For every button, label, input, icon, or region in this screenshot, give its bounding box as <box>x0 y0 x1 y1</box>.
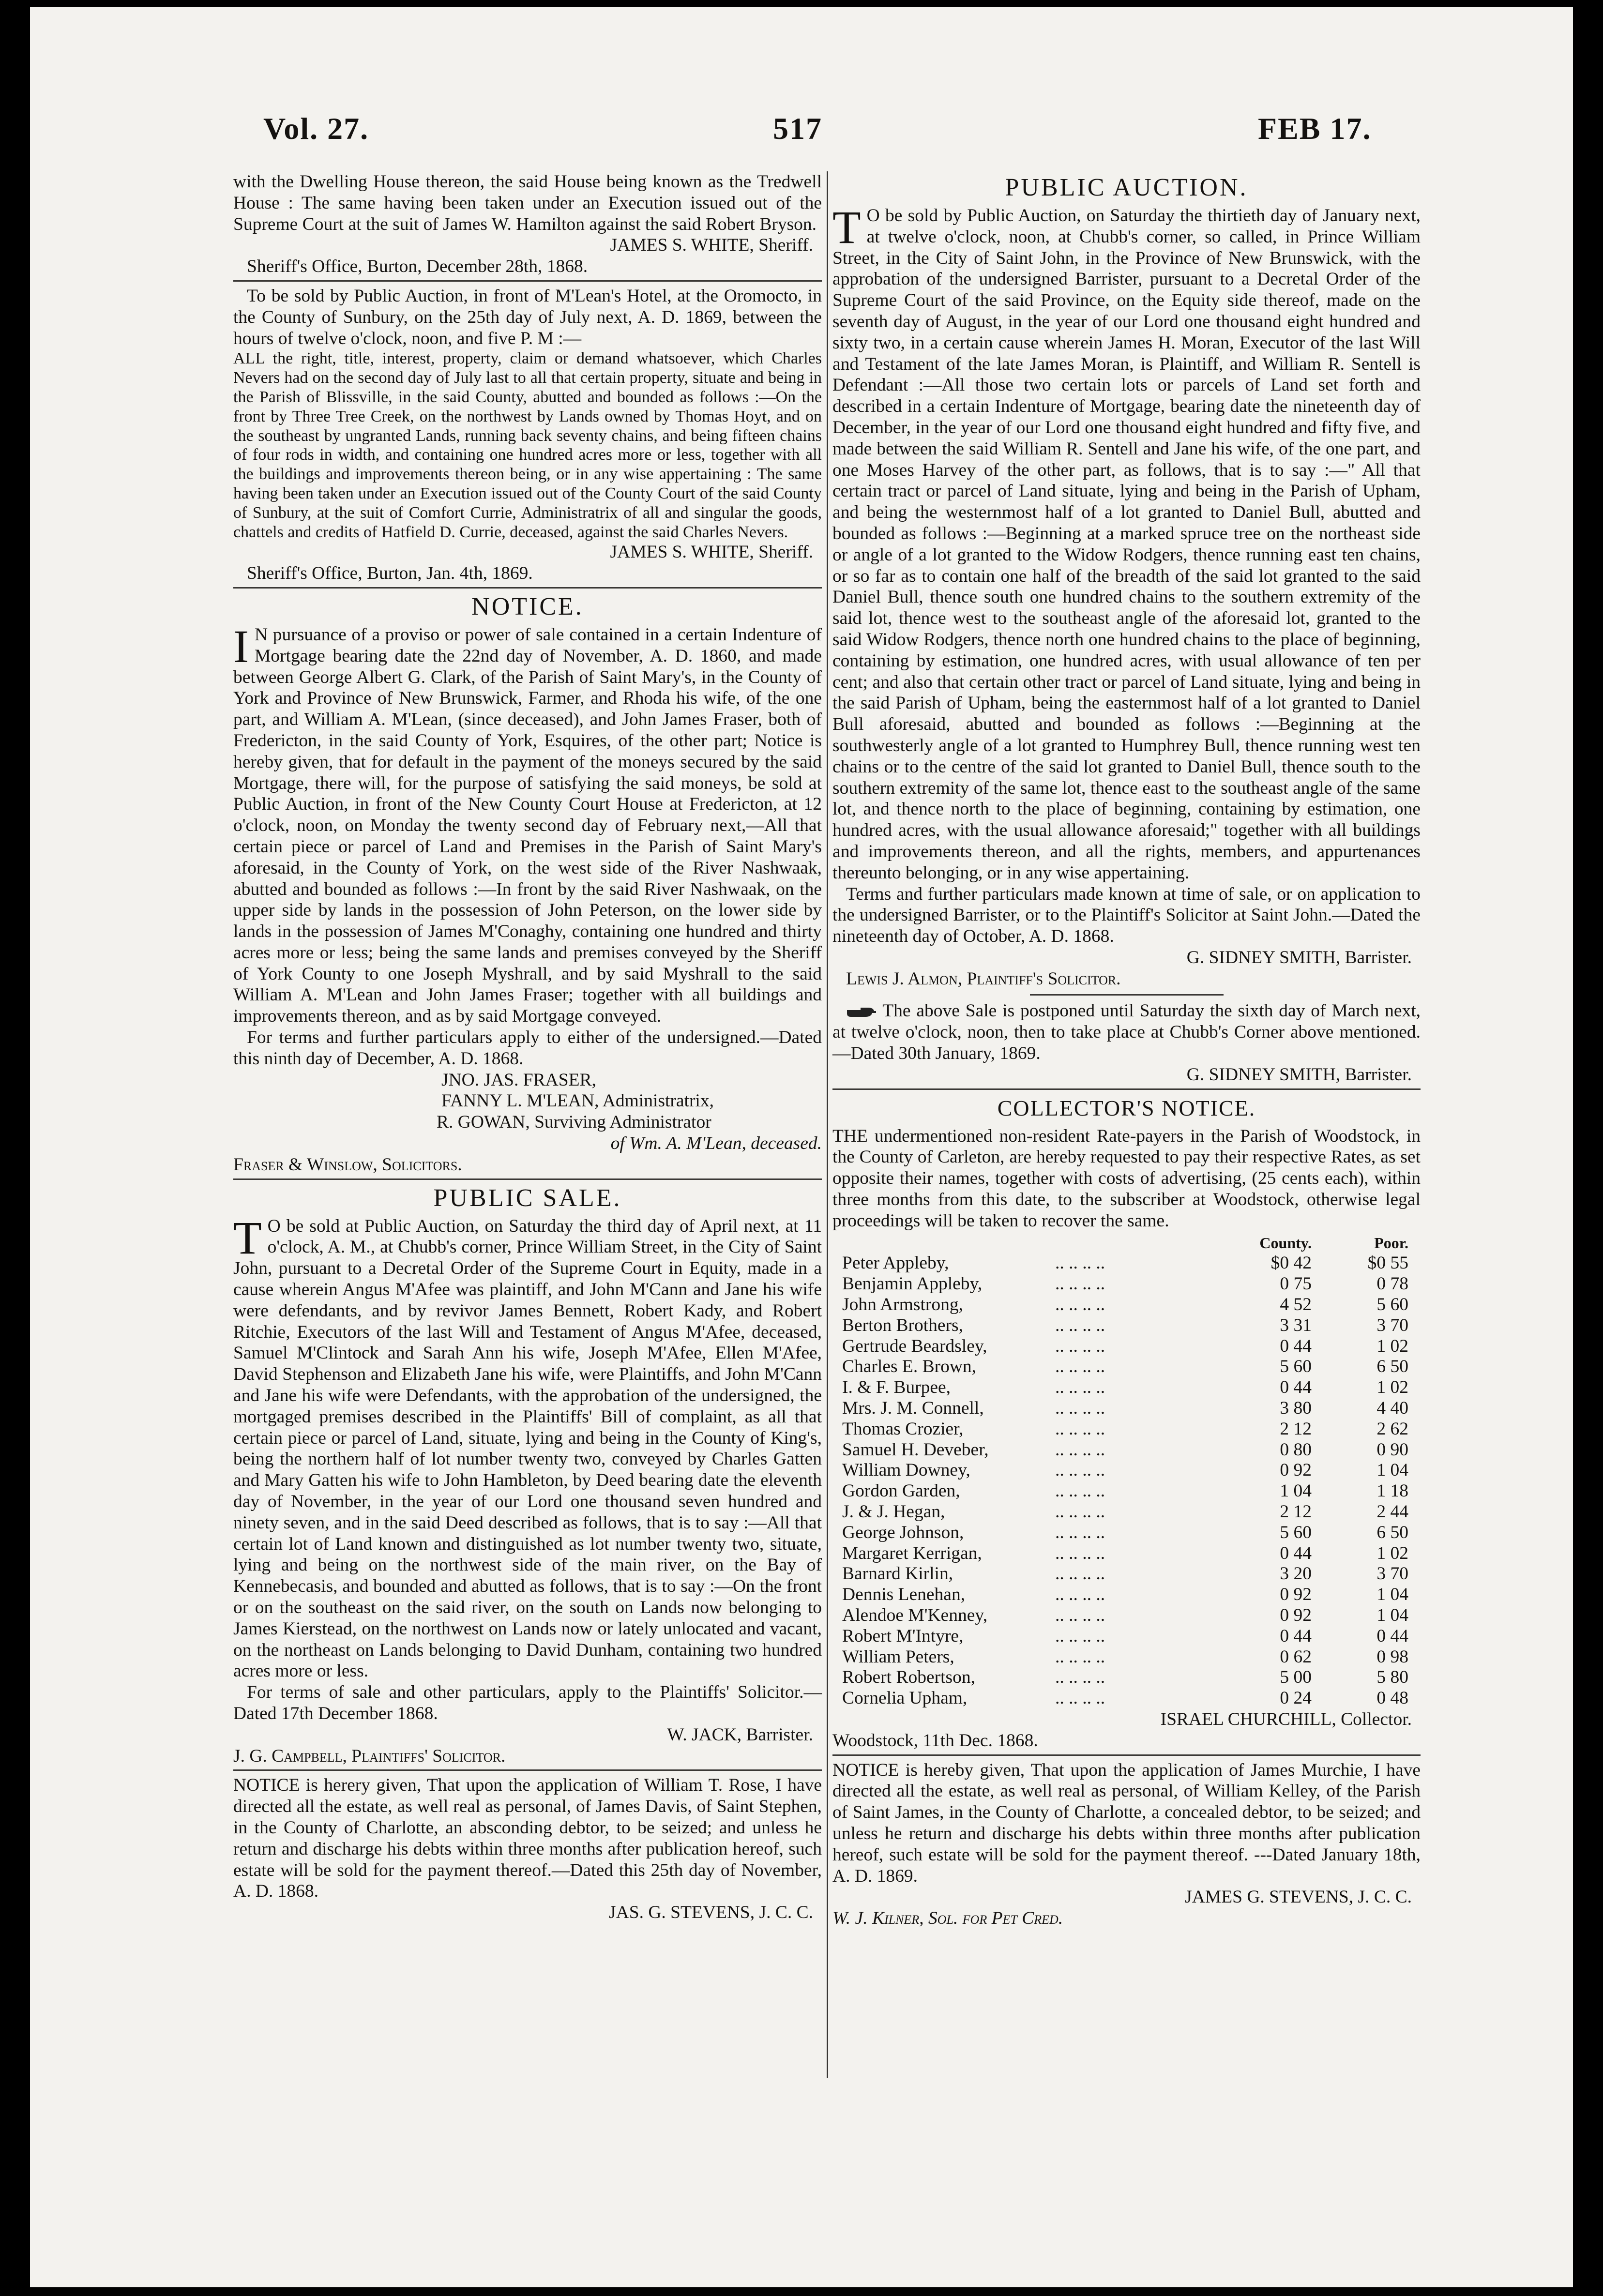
postpone-text: The above Sale is postponed until Saturday the sixth day of March next, at twelve o'clock, noon, then to take place at Chubb's Corner above mentioned.—Dated 30th January, 1869. <box>832 1001 1421 1064</box>
ratepayer-name: William Peters, <box>842 1646 954 1667</box>
rule <box>233 587 822 589</box>
poor-rate: 1 04 <box>1376 1605 1408 1625</box>
murchie-text: NOTICE is hereby given, That upon the application of James Murchie, I have directed all the estate, as well real as personal, of William Kelley, of the Parish of Saint James, in the County of Charlotte, a concealed debtor, to be seized; and unless he return and discharge his debts within three months after publication hereof, such estate will be sold for the payment thereof. ---Dated January 18th, A. D. 1869. <box>832 1760 1421 1886</box>
rates-table <box>842 1233 1408 1709</box>
poor-rate: $0 55 <box>1367 1253 1408 1273</box>
left-column <box>233 171 822 1923</box>
ratepayer-name: Barnard Kirlin, <box>842 1564 953 1584</box>
ratepayer-name: Robert Robertson, <box>842 1667 975 1688</box>
poor-rate: 1 02 <box>1376 1377 1408 1398</box>
notice-text: N pursuance of a proviso or power of sale contained in a certain Indenture of Mortgage bearing date the 22nd day of November, A. D. 1860, and made between George Albert G. Clark, of the Parish of Saint Mary's, in the County of York and Province of New Brunswick, Farmer, and Rhoda his wife, of the one part, and William A. M'Lean, (since deceased), and John James Fraser, both of Fredericton, in the said County of York, Esquires, of the other part; Notice is hereby given, that for default in the payment of the moneys secured by the said Mortgage, there will, for the purpose of satisfying the said moneys, be sold at Public Auction, in front of the New County Court House at Fredericton, at 12 o'clock, noon, on Monday the twenty second day of February next,—All that certain piece or parcel of Land and Premises in the Parish of Saint Mary's aforesaid, in the County of York, on the west side of the River Nashwaak, abutted and bounded as follows :—In front by the said River Nashwaak, on the upper side by lands in the possession of John Peterson, on the lower side by lands in the possession of James M'Conaghy, containing one hundred and thirty acres more or less; being the same lands and premises conveyed by the Sheriff of York County to one Joseph Myshrall, and by said Myshrall to the said William A. M'Lean and John James Fraser; together with all buildings and improvements thereon, and as by said Mortgage conveyed. <box>233 624 822 1027</box>
county-rate: 0 44 <box>1280 1543 1312 1563</box>
county-rate: 0 92 <box>1280 1585 1312 1605</box>
leader-dots: .. .. .. .. <box>1055 1439 1105 1460</box>
leader-dots: .. .. .. .. <box>1055 1253 1105 1273</box>
leader-dots: .. .. .. .. <box>1055 1564 1105 1584</box>
ratepayer-name: Gertrude Beardsley, <box>842 1336 987 1356</box>
leader-dots: .. .. .. .. <box>1055 1398 1105 1419</box>
collectors-signature: ISRAEL CHURCHILL, Collector. <box>1160 1709 1412 1729</box>
public-sale-notice <box>233 1184 822 1767</box>
drop-cap: T <box>233 1211 262 1264</box>
mclean-hotel-notice <box>233 286 822 584</box>
ratepayer-name: Margaret Kerrigan, <box>842 1543 982 1563</box>
county-rate: 0 92 <box>1280 1605 1312 1625</box>
murchie-signature: JAMES G. STEVENS, J. C. C. <box>1185 1887 1412 1907</box>
table-row <box>842 1460 1408 1481</box>
county-rate: 3 20 <box>1280 1564 1312 1584</box>
table-row <box>842 1440 1408 1461</box>
public-sale-signature: W. JACK, Barrister. <box>667 1724 813 1745</box>
table-row <box>842 1253 1408 1274</box>
leader-dots: .. .. .. .. <box>1055 1377 1105 1398</box>
ratepayer-name: Cornelia Upham, <box>842 1688 968 1708</box>
ratepayer-name: J. & J. Hegan, <box>842 1502 945 1522</box>
table-row <box>842 1564 1408 1585</box>
collectors-place: Woodstock, 11th Dec. 1868. <box>832 1730 1038 1751</box>
leader-dots: .. .. .. .. <box>1055 1481 1105 1501</box>
poor-rate: 6 50 <box>1376 1522 1408 1542</box>
table-row <box>842 1377 1408 1398</box>
ratepayer-name: Samuel H. Deveber, <box>842 1439 989 1460</box>
table-row <box>842 1585 1408 1605</box>
poor-rate: 0 78 <box>1376 1274 1408 1294</box>
county-rate: 5 60 <box>1280 1522 1312 1542</box>
poor-rate: 0 48 <box>1376 1688 1408 1708</box>
public-sale-title: PUBLIC SALE. <box>433 1184 622 1212</box>
leader-dots: .. .. .. .. <box>1055 1460 1105 1480</box>
poor-rate: 2 44 <box>1376 1502 1408 1522</box>
table-row <box>842 1481 1408 1502</box>
table-row <box>842 1315 1408 1336</box>
postpone-signature: G. SIDNEY SMITH, Barrister. <box>1186 1064 1412 1085</box>
collectors-title: COLLECTOR'S NOTICE. <box>997 1095 1256 1120</box>
pointing-hand-icon <box>846 1006 877 1019</box>
poor-header: Poor. <box>1374 1234 1408 1252</box>
ratepayer-name: Gordon Garden, <box>842 1481 960 1501</box>
ratepayer-name: Peter Appleby, <box>842 1253 949 1273</box>
table-row <box>842 1336 1408 1357</box>
poor-rate: 3 70 <box>1376 1315 1408 1335</box>
page-header <box>30 111 1573 150</box>
page-number: 517 <box>773 111 822 146</box>
county-rate: 5 00 <box>1280 1667 1312 1688</box>
notice-sig1: JNO. JAS. FRASER, <box>441 1070 596 1090</box>
leader-dots: .. .. .. .. <box>1055 1688 1105 1708</box>
poor-rate: 1 18 <box>1376 1481 1408 1501</box>
county-rate: 3 31 <box>1280 1315 1312 1335</box>
public-sale-terms: For terms of sale and other particulars, apply to the Plaintiffs' Solicitor.—Dated 17th December 1868. <box>233 1682 822 1723</box>
leader-dots: .. .. .. .. <box>1055 1585 1105 1605</box>
ratepayer-name: Dennis Lenehan, <box>842 1585 966 1605</box>
ratepayer-name: George Johnson, <box>842 1522 964 1542</box>
poor-rate: 1 04 <box>1376 1460 1408 1480</box>
leader-dots: .. .. .. .. <box>1055 1336 1105 1356</box>
rule <box>233 1769 822 1771</box>
poor-rate: 4 40 <box>1376 1398 1408 1419</box>
notice-sig2: FANNY L. M'LEAN, Administratrix, <box>441 1091 714 1111</box>
table-row <box>842 1626 1408 1647</box>
county-rate: 1 04 <box>1280 1481 1312 1501</box>
ratepayer-name: Mrs. J. M. Connell, <box>842 1398 984 1419</box>
ratepayer-name: John Armstrong, <box>842 1295 964 1315</box>
poor-rate: 5 80 <box>1376 1667 1408 1688</box>
table-row <box>842 1419 1408 1440</box>
table-row <box>842 1274 1408 1295</box>
county-rate: 0 44 <box>1280 1626 1312 1646</box>
leader-dots: .. .. .. .. <box>1055 1543 1105 1563</box>
public-sale-solicitor: J. G. Campbell, Plaintiffs' Solicitor. <box>233 1746 506 1766</box>
rule <box>233 280 822 282</box>
short-rule <box>1030 994 1224 996</box>
gazette-page <box>30 7 1573 2287</box>
notice-terms: For terms and further particulars apply to either of the undersigned.—Dated this ninth day of December, A. D. 1868. <box>233 1027 822 1069</box>
ratepayer-name: I. & F. Burpee, <box>842 1377 951 1398</box>
table-row <box>842 1295 1408 1315</box>
table-row <box>842 1605 1408 1626</box>
poor-rate: 0 90 <box>1376 1439 1408 1460</box>
county-rate: 0 62 <box>1280 1646 1312 1667</box>
leader-dots: .. .. .. .. <box>1055 1667 1105 1688</box>
rose-signature: JAS. G. STEVENS, J. C. C. <box>609 1903 813 1923</box>
poor-rate: 1 02 <box>1376 1336 1408 1356</box>
rule <box>832 1754 1421 1756</box>
public-auction-text: O be sold by Public Auction, on Saturday the thirtieth day of January next, at twelve o'clock, noon, at Chubb's corner, so called, in Prince William Street, in the City of Saint John, in the Province of New Brunswick, with the approbation of the undersigned Barrister, pursuant to a Decretal Order of the Supreme Court of the said Province, on the Equity side thereof, made on the seventh day of August, in the year of our Lord one thousand eight hundred and sixty two, in a certain cause wherein James H. Moran, Executor of the last Will and Testament of the late James Moran, is Plaintiff, and William R. Sentell is Defendant :—All those two certain lots or parcels of Land set forth and described in a certain Indenture of Mortgage, bearing date the nineteenth day of December, in the year of our Lord one thousand eight hundred and fifty five, and made between the said William R. Sentell and Jane his wife, of the one part, and one Moses Harvey of the other part, as follows, that is to say :—" All that certain tract or parcel of Land situate, lying and being in the Parish of Upham, and being the westernmost half of a lot granted to Daniel Bull, abutted and bounded as follows :—Beginning at a marked spruce tree on the northeast side or angle of a lot granted to the Widow Rodgers, thence running east ten chains, or so far as to contain one half of the breadth of the said lot granted to the said Daniel Bull, thence south one hundred chains to the southern extremity of the said lot, thence west to the southeast angle of the aforesaid lot, granted to the said Widow Rodgers, thence north one hundred chains to the place of beginning, containing by estimation, one hundred acres, with usual allowance of ten per cent; and also that certain other tract or parcel of Land situate, lying and being in the said Parish of Upham, being the easternmost half of a lot granted to Daniel Bull aforesaid, abutted and bounded as follows :—Beginning at the southwesterly angle of a lot granted to Humphrey Bull, thence running west ten chains or to the centre of the said lot granted to Daniel Bull, thence south to the southern extremity of the same lot, thence east to the southeast angle of the same lot, and thence north to the place of beginning, containing by estimation, one hundred acres, with the usual allowance aforesaid;" together with all buildings and improvements thereon, and all the rights, members, and appurtenances thereunto belonging, or in any wise appertaining. <box>832 206 1421 883</box>
ratepayer-name: Berton Brothers, <box>842 1315 963 1335</box>
ratepayer-name: Benjamin Appleby, <box>842 1274 983 1294</box>
poor-rate: 1 02 <box>1376 1543 1408 1563</box>
public-auction-title: PUBLIC AUCTION. <box>1005 174 1248 201</box>
public-auction-solicitor: Lewis J. Almon, Plaintiff's Solicitor. <box>846 968 1121 989</box>
public-auction-signature: G. SIDNEY SMITH, Barrister. <box>1186 947 1412 967</box>
table-row <box>842 1502 1408 1523</box>
mortgage-notice <box>233 592 822 1176</box>
table-row <box>842 1667 1408 1688</box>
leader-dots: .. .. .. .. <box>1055 1295 1105 1315</box>
mclean-text: ALL the right, title, interest, property, claim or demand whatsoever, which Charles Nevers had on the second day of July last to all that certain property, situate and being in the Parish of Blissville, in the said County, abutted and bounded as follows :—On the front by Three Tree Creek, on the northwest by Lands owned by Thomas Hoyt, and on the southeast by ungranted Lands, running back seventy chains, and being fifteen chains of four rods in width, and containing one hundred acres more or less, together with all the buildings and improvements thereon being, or in any wise appertaining : The same having been taken under an Execution issued out of the County Court of the said County of Sunbury, at the suit of Comfort Currie, Administratrix of all and singular the goods, chattels and credits of Hatfield D. Currie, deceased, against the said Charles Nevers. <box>233 349 822 541</box>
murchie-solicitor: W. J. Kilner, Sol. for Pet Cred. <box>832 1908 1063 1929</box>
leader-dots: .. .. .. .. <box>1055 1274 1105 1294</box>
notice-sig3a: R. GOWAN, Surviving Administrator <box>437 1112 711 1133</box>
county-rate: 0 92 <box>1280 1460 1312 1480</box>
mclean-lead: To be sold by Public Auction, in front of M'Lean's Hotel, at the Oromocto, in the County of Sunbury, on the 25th day of July next, A. D. 1869, between the hours of twelve o'clock, noon, and five P. M :— <box>233 286 822 348</box>
ratepayer-name: Charles E. Brown, <box>842 1357 977 1377</box>
county-rate: $0 42 <box>1270 1253 1312 1273</box>
tredwell-signature: JAMES S. WHITE, Sheriff. <box>610 235 813 256</box>
murchie-notice <box>832 1760 1421 1929</box>
rule <box>233 1178 822 1180</box>
county-rate: 0 80 <box>1280 1439 1312 1460</box>
collectors-notice <box>832 1094 1421 1752</box>
poor-rate: 2 62 <box>1376 1419 1408 1439</box>
notice-sig3b: of Wm. A. M'Lean, deceased. <box>610 1133 822 1154</box>
county-rate: 4 52 <box>1280 1295 1312 1315</box>
county-rate: 0 75 <box>1280 1274 1312 1294</box>
leader-dots: .. .. .. .. <box>1055 1357 1105 1377</box>
public-auction-notice <box>832 173 1421 1086</box>
leader-dots: .. .. .. .. <box>1055 1605 1105 1625</box>
leader-dots: .. .. .. .. <box>1055 1502 1105 1522</box>
mclean-signature: JAMES S. WHITE, Sheriff. <box>610 542 813 562</box>
ratepayer-name: Thomas Crozier, <box>842 1419 964 1439</box>
county-rate: 0 44 <box>1280 1377 1312 1398</box>
county-rate: 3 80 <box>1280 1398 1312 1419</box>
rose-notice <box>233 1775 822 1923</box>
leader-dots: .. .. .. .. <box>1055 1419 1105 1439</box>
table-row <box>842 1398 1408 1419</box>
rose-text: NOTICE is herery given, That upon the application of William T. Rose, I have directed all the estate, as well real as personal, of James Davis, of Saint Stephen, in the County of Charlotte, an absconding debtor, to be seized; and unless he return and discharge his debts within three months after publication hereof, such estate will be sold for the payment thereof.—Dated this 25th day of November, A. D. 1868. <box>233 1775 822 1902</box>
leader-dots: .. .. .. .. <box>1055 1522 1105 1542</box>
ratepayer-name: Alendoe M'Kenney, <box>842 1605 988 1625</box>
leader-dots: .. .. .. .. <box>1055 1626 1105 1646</box>
ratepayer-name: William Downey, <box>842 1460 970 1480</box>
county-rate: 0 24 <box>1280 1688 1312 1708</box>
notice-solicitors: Fraser & Winslow, Solicitors. <box>233 1154 462 1175</box>
table-row <box>842 1647 1408 1668</box>
tredwell-text: with the Dwelling House thereon, the said House being known as the Tredwell House : The same having been taken under an Execution issued out of the Supreme Court at the suit of James W. Hamilton against the said Robert Bryson. <box>233 172 822 234</box>
poor-rate: 0 44 <box>1376 1626 1408 1646</box>
poor-rate: 1 04 <box>1376 1585 1408 1605</box>
county-rate: 0 44 <box>1280 1336 1312 1356</box>
county-rate: 5 60 <box>1280 1357 1312 1377</box>
drop-cap: T <box>832 201 861 253</box>
public-sale-text: O be sold at Public Auction, on Saturday the third day of April next, at 11 o'clock, A. M., at Chubb's corner, Prince William Street, in the City of Saint John, pursuant to a Decretal Order of the Supreme Court in Equity, made in a cause wherein Angus M'Afee was plaintiff, and John M'Cann and Jane his wife were defendants, and by revivor James Bennett, Robert Kady, and Robert Ritchie, Executors of the last Will and Testament of Angus M'Afee, deceased, Samuel M'Clintock and Sarah Ann his wife, Joseph M'Afee, Ellen M'Afee, David Stephenson and Elizabeth Jane his wife, were Plaintiffs, and John M'Cann and Jane his wife were Defendants, with the approbation of the undersigned, the mortgaged premises described in the Plaintiffs' Bill of complaint, as all that certain piece or parcel of Land, situate, lying and being in the County of King's, being the northern half of lot number twenty two, conveyed by Charles Gatten and Mary Gatten his wife to John Hambleton, by Deed bearing date the eleventh day of November, in the year of our Lord one thousand seven hundred and ninety seven, and in the said Deed described as follows, that is to say :—All that certain lot of Land known and distinguished as lot number twenty two, situate, lying and being on the northwest side of the main river, on the Bay of Kennebecasis, and bounded and abutted as follows, that is to say :—On the front or on the southeast on the said river, on the south on Lands now belonging to James Kierstead, on the northwest on Lands now or lately unlocated and vacant, on the northeast on Lands belonging to David Dunham, containing two hundred acres more or less. <box>233 1216 822 1681</box>
public-auction-terms: Terms and further particulars made known at time of sale, or on application to the undersigned Barrister, or to the Plaintiff's Solicitor at Saint John.—Dated the nineteenth day of October, A. D. 1868. <box>832 884 1421 947</box>
volume-number: Vol. 27. <box>263 111 369 146</box>
leader-dots: .. .. .. .. <box>1055 1646 1105 1667</box>
rates-header-row <box>842 1233 1408 1254</box>
issue-date: FEB 17. <box>1258 111 1372 146</box>
mclean-office: Sheriff's Office, Burton, Jan. 4th, 1869. <box>247 563 533 584</box>
poor-rate: 3 70 <box>1376 1564 1408 1584</box>
poor-rate: 5 60 <box>1376 1295 1408 1315</box>
leader-dots: .. .. .. .. <box>1055 1315 1105 1335</box>
table-row <box>842 1688 1408 1709</box>
county-rate: 2 12 <box>1280 1502 1312 1522</box>
drop-cap: I <box>233 620 249 672</box>
column-divider <box>827 171 828 2078</box>
county-rate: 2 12 <box>1280 1419 1312 1439</box>
notice-title: NOTICE. <box>471 592 584 620</box>
tredwell-office: Sheriff's Office, Burton, December 28th, 1868. <box>247 257 588 277</box>
ratepayer-name: Robert M'Intyre, <box>842 1626 964 1646</box>
tredwell-notice <box>233 171 822 277</box>
right-column <box>832 171 1421 1929</box>
poor-rate: 6 50 <box>1376 1357 1408 1377</box>
collectors-text: THE undermentioned non-resident Rate-payers in the Parish of Woodstock, in the County of Carleton, are hereby requested to pay their respective Rates, as set opposite their names, together with costs of advertising, (25 cents each), within three months from this date, to the subscriber at Woodstock, otherwise legal proceedings will be taken to recover the same. <box>832 1126 1421 1231</box>
rule <box>832 1088 1421 1090</box>
table-row <box>842 1357 1408 1377</box>
poor-rate: 0 98 <box>1376 1646 1408 1667</box>
county-header: County. <box>1259 1234 1312 1252</box>
table-row <box>842 1543 1408 1564</box>
table-row <box>842 1523 1408 1543</box>
